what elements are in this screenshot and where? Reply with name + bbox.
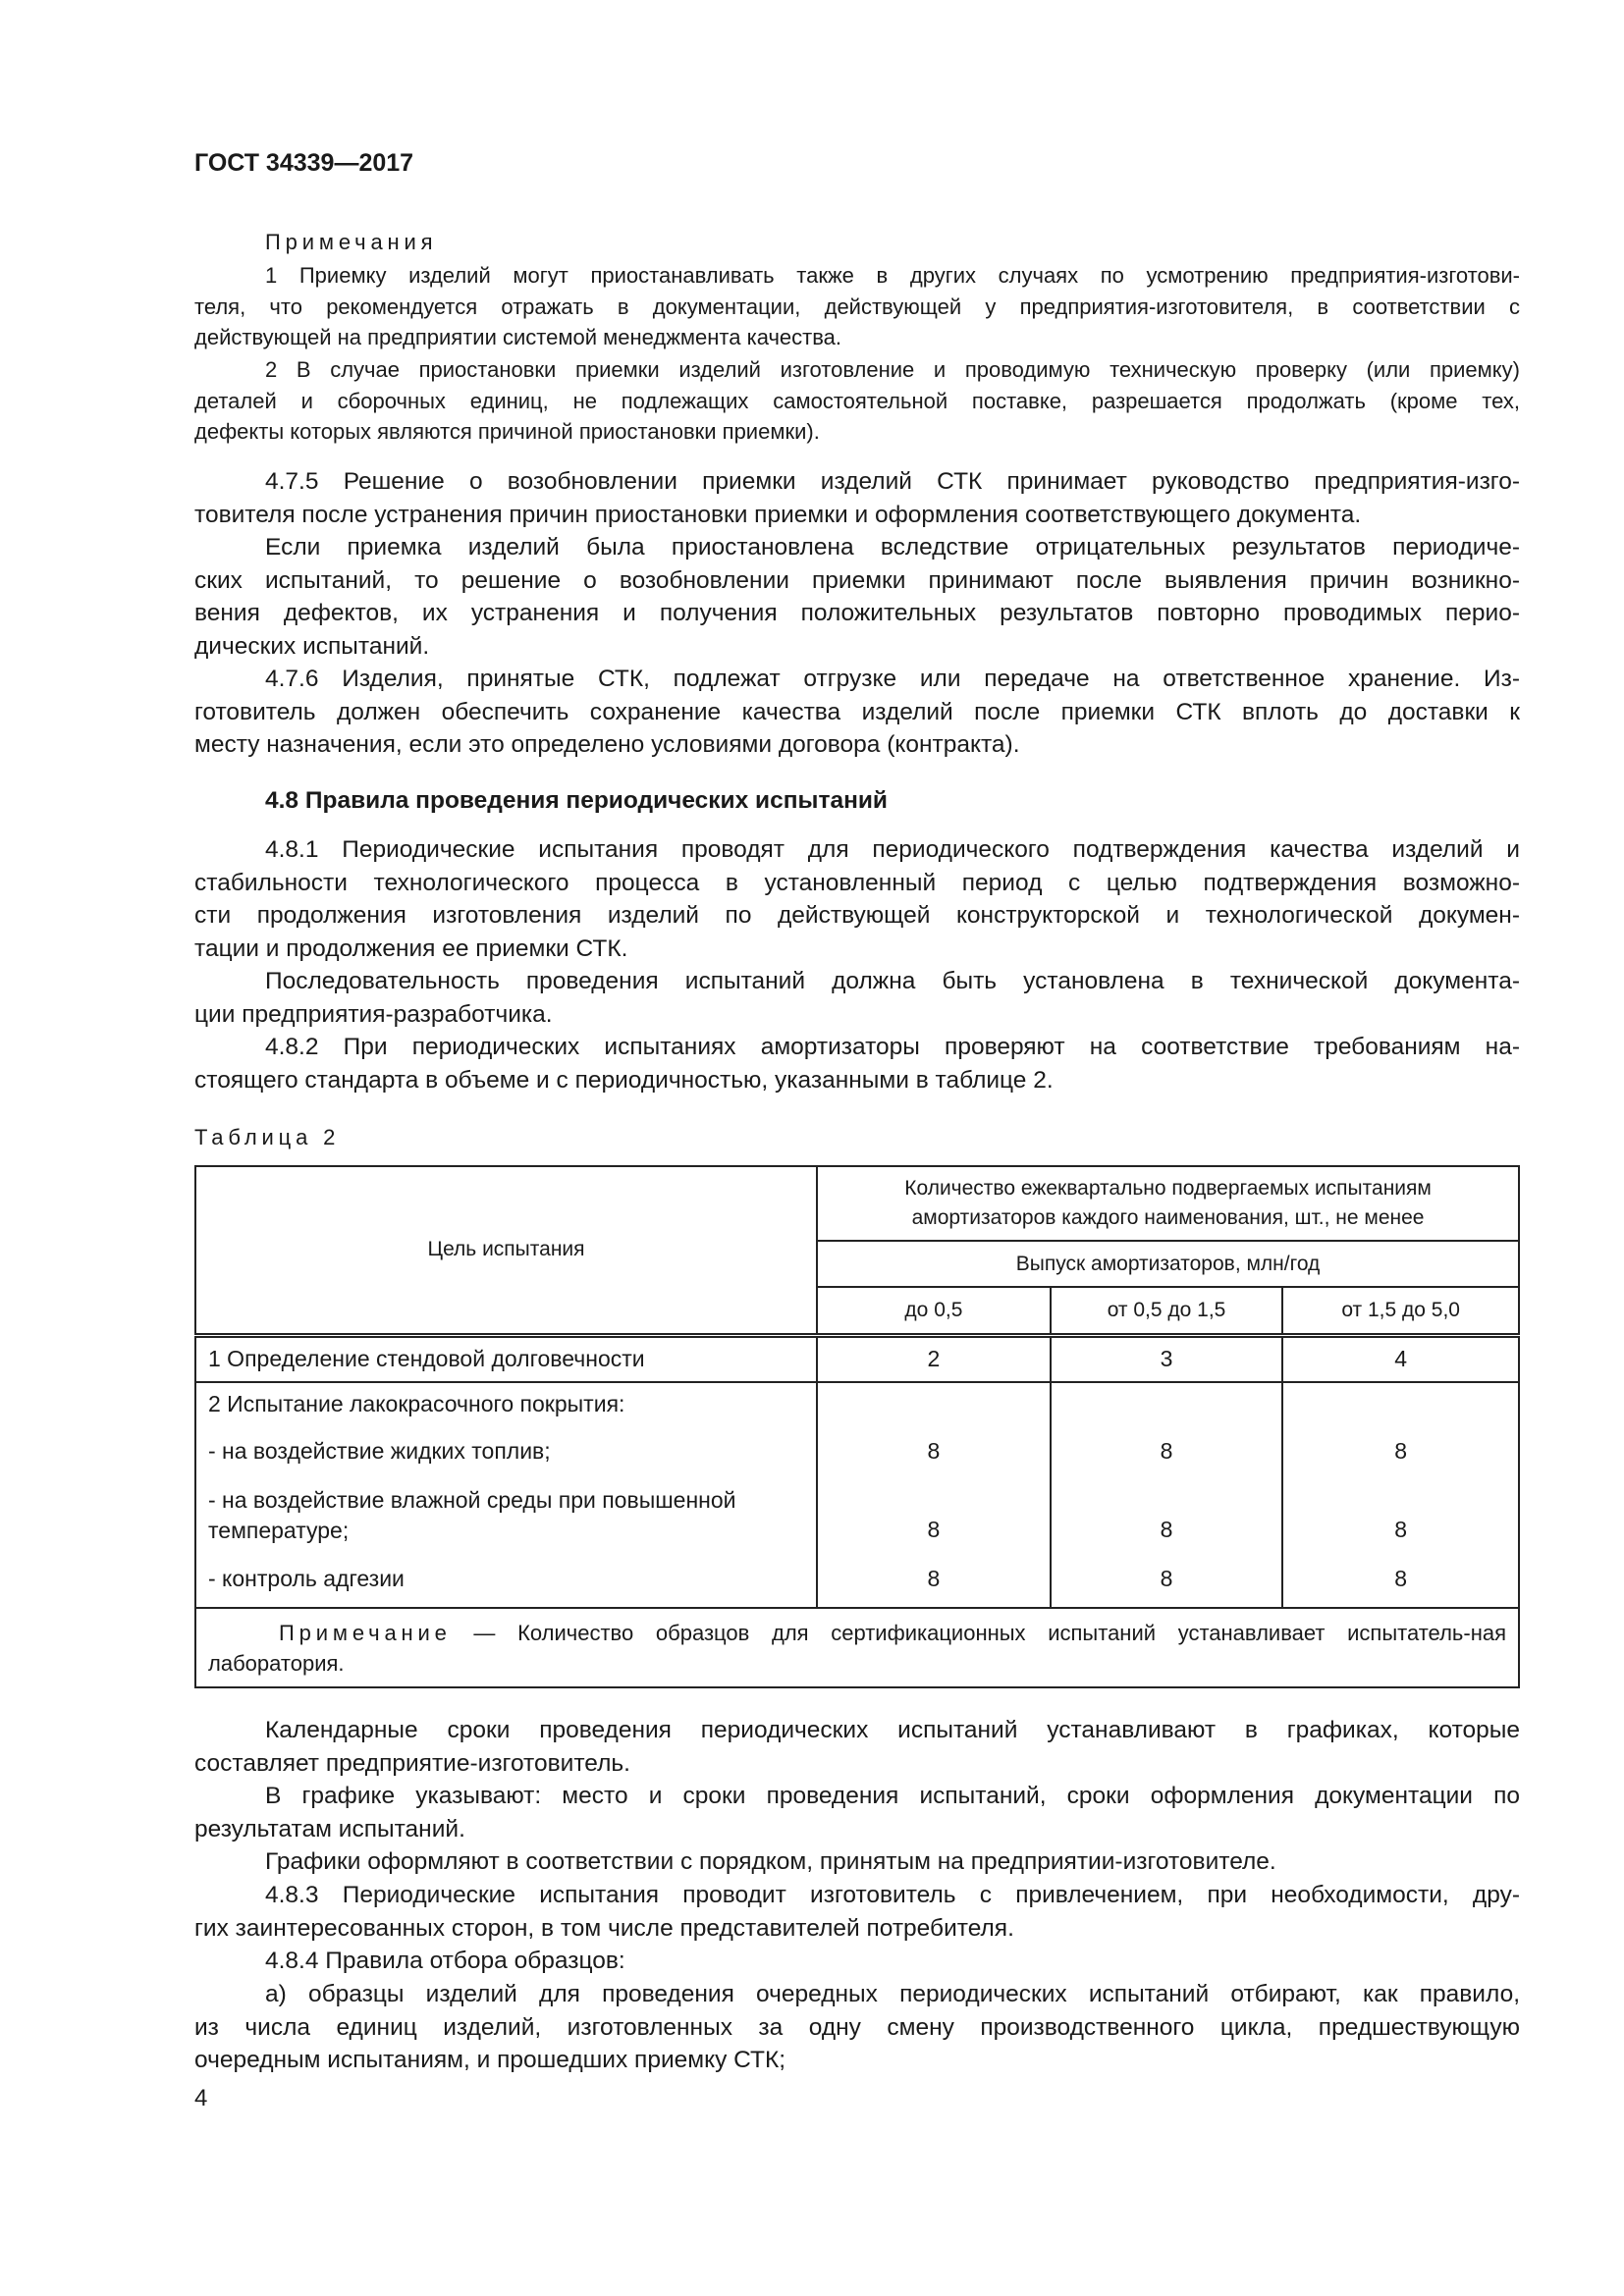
cell-value: 8: [1394, 1566, 1408, 1591]
row-label: 2 Испытание лакокрасочного покрытия:: [208, 1391, 625, 1416]
cell-value: 8: [1160, 1566, 1173, 1591]
text-line: очередным испытаниям, и прошедших приемку СТК;: [194, 2047, 786, 2073]
paragraph-4-8-4: [194, 1945, 1520, 1978]
notes-heading: Примечания: [265, 230, 438, 254]
text-line: тации и продолжения ее приемки СТК.: [194, 934, 628, 962]
header-range: до 0,5: [817, 1287, 1051, 1335]
text-line: В графике указывают: место и сроки проведения испытаний, сроки оформления документации по: [265, 1783, 1520, 1809]
text-line: деталей и сборочных единиц, не подлежащих самостоятельной поставке, разрешается продолжать (кроме тех,: [194, 388, 1520, 413]
text-line: составляет предприятие-изготовитель.: [194, 1749, 630, 1777]
table-caption: Таблица 2: [194, 1125, 341, 1149]
paragraph-a: [194, 1978, 1520, 2077]
paragraph-4-8-1: [194, 833, 1520, 965]
text-line: ских испытаний, то решение о возобновлении приемки принимают после выявления причин возникно-: [194, 566, 1520, 594]
text-line: 4.8.2 При периодических испытаниях амортизаторы проверяют на соответствие требованиям на-: [265, 1034, 1520, 1060]
note-1: [194, 260, 1520, 353]
cell-value: 8: [1394, 1438, 1408, 1464]
cell-value: 8: [927, 1566, 941, 1591]
text-line: 4.8.4 Правила отбора образцов:: [265, 1948, 625, 1974]
row-sublabel: - на воздействие жидких топлив;: [208, 1438, 551, 1464]
text-line: товителя после устранения причин приостановки приемки и оформления соответствующего документа.: [194, 501, 1362, 528]
periodic-tests-table: [194, 1165, 1520, 1688]
paragraph-4-8-2: [194, 1031, 1520, 1096]
cell-value: 8: [1394, 1517, 1408, 1542]
paragraph-4-7-5: [194, 465, 1520, 531]
text-line: действующей на предприятии системой менеджмента качества.: [194, 325, 842, 349]
header-range: от 1,5 до 5,0: [1282, 1287, 1519, 1335]
text-line: месту назначения, если это определено условиями договора (контракта).: [194, 731, 1020, 758]
cell-value: 3: [1051, 1335, 1283, 1382]
text-line: готовитель должен обеспечить сохранение качества изделий после приемки СТК вплоть до доставки к: [194, 698, 1520, 725]
text-line: а) образцы изделий для проведения очередных периодических испытаний отбирают, как правило,: [265, 1981, 1520, 2007]
text-line: 2 В случае приостановки приемки изделий изготовление и проводимую техническую проверку (или приемку): [265, 357, 1520, 382]
row-label: 1 Определение стендовой долговечности: [195, 1335, 817, 1382]
cell-value: 8: [927, 1438, 941, 1464]
header-output: Выпуск амортизаторов, млн/год: [817, 1241, 1519, 1287]
row-sublabel: - контроль адгезии: [208, 1566, 405, 1591]
text-line: Если приемка изделий была приостановлена вследствие отрицательных результатов периодиче-: [265, 534, 1520, 561]
header-test-purpose: Цель испытания: [195, 1166, 817, 1335]
text-line: стоящего стандарта в объеме и с периодичностью, указанными в таблице 2.: [194, 1066, 1054, 1094]
paragraph-resume: [194, 531, 1520, 663]
section-heading: 4.8 Правила проведения периодических испытаний: [265, 787, 888, 814]
text-line: из числа единиц изделий, изготовленных за одну смену производственного цикла, предшествующую: [194, 2013, 1520, 2041]
text-line: сти продолжения изготовления изделий по действующей конструкторской и технологической докумен-: [194, 902, 1520, 929]
paragraph-schedules-format: [194, 1845, 1520, 1879]
text-line: результатам испытаний.: [194, 1815, 465, 1842]
cell-value: 8: [1160, 1517, 1173, 1542]
cell-value: 8: [927, 1517, 941, 1542]
text-line: 4.7.6 Изделия, принятые СТК, подлежат отгрузке или передаче на ответственное хранение. Из-: [265, 666, 1520, 692]
paragraph-calendar: [194, 1714, 1520, 1780]
table-row: [195, 1382, 1519, 1608]
document-title: ГОСТ 34339—2017: [194, 149, 414, 177]
text-line: 4.8.1 Периодические испытания проводят для периодического подтверждения качества изделий и: [265, 836, 1520, 863]
paragraph-4-7-6: [194, 663, 1520, 762]
text-line: ции предприятия-разработчика.: [194, 1000, 553, 1028]
text-line: 4.8.3 Периодические испытания проводит изготовитель с привлечением, при необходимости, дру-: [265, 1882, 1520, 1908]
header-range: от 0,5 до 1,5: [1051, 1287, 1283, 1335]
text-line: Календарные сроки проведения периодических испытаний устанавливают в графиках, которые: [265, 1717, 1520, 1743]
text-line: 4.7.5 Решение о возобновлении приемки изделий СТК принимает руководство предприятия-изго-: [265, 468, 1520, 495]
text-line: дефекты которых являются причиной приостановки приемки).: [194, 419, 820, 444]
text-line: гих заинтересованных сторон, в том числе представителей потребителя.: [194, 1914, 1014, 1942]
cell-value: 8: [1160, 1438, 1173, 1464]
cell-value: 2: [817, 1335, 1051, 1382]
paragraph-sequence: [194, 965, 1520, 1031]
text-line: Графики оформляют в соответствии с порядком, принятым на предприятии-изготовителе.: [265, 1848, 1276, 1875]
table-note: Примечание — Количество образцов для сертификационных испытаний устанавливает испытатель-ная лаборатория.: [195, 1608, 1519, 1687]
header-quantity: Количество ежеквартально подвергаемых испытаниям амортизаторов каждого наименования, шт., не менее: [817, 1166, 1519, 1241]
paragraph-schedule: [194, 1780, 1520, 1845]
note-2: [194, 354, 1520, 448]
text-line: 1 Приемку изделий могут приостанавливать также в других случаях по усмотрению предприятия-изготови-: [265, 263, 1520, 288]
text-line: дических испытаний.: [194, 632, 430, 660]
text-line: Последовательность проведения испытаний должна быть установлена в технической документа-: [265, 968, 1520, 994]
text-line: вения дефектов, их устранения и получения положительных результатов повторно проводимых перио-: [194, 600, 1520, 626]
table-row: [195, 1335, 1519, 1382]
cell-value: 4: [1282, 1335, 1519, 1382]
text-line: теля, что рекомендуется отражать в документации, действующей у предприятия-изготовителя, в соответствии с: [194, 294, 1520, 319]
paragraph-4-8-3: [194, 1879, 1520, 1945]
row-sublabel: - на воздействие влажной среды при повышенной температуре;: [208, 1487, 736, 1543]
page-number: 4: [194, 2085, 208, 2111]
text-line: стабильности технологического процесса в установленный период с целью подтверждения возможно-: [194, 869, 1520, 896]
